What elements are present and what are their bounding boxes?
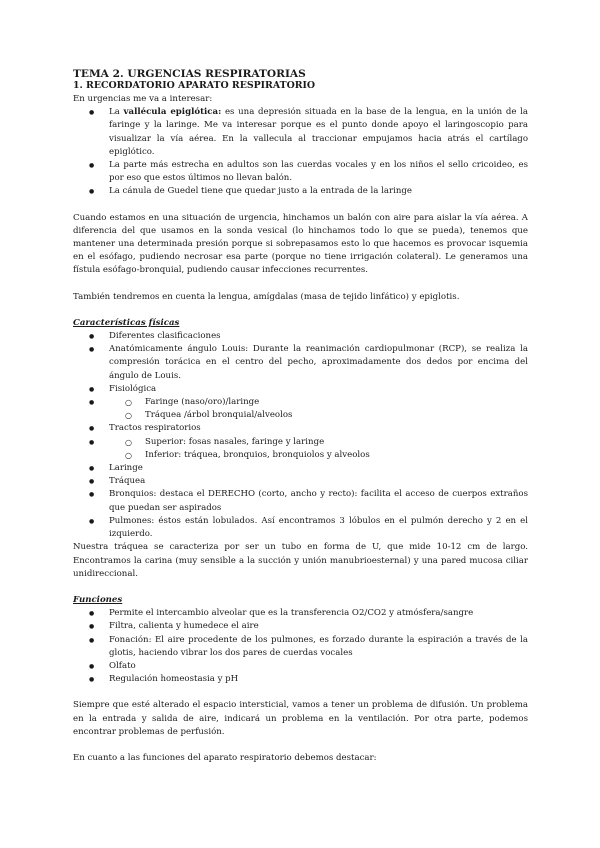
- paragraph: Siempre que esté alterado el espacio intersticial, vamos a tener un problema de difusión. Un problema en la entrada y salida de aire, indicará un problema en la ventilación. Por otra parte, podemos encontrar problemas de perfusión.: [73, 700, 528, 737]
- paragraph: Nuestra tráquea se caracteriza por ser un tubo en forma de U, que mide 10-12 cm de largo. Encontramos la carina (muy sensible a la succión y unión manubrioesternal) y una pared mucosa ciliar unidireccional.: [73, 542, 528, 579]
- section-heading-funciones: Funciones: [73, 594, 123, 605]
- section-heading: 1. RECORDATORIO APARATO RESPIRATORIO: [73, 80, 316, 91]
- list-subitem: ○ Inferior: tráquea, bronquios, bronquiolos y alveolos: [73, 449, 528, 462]
- list-subitem: ○ Tráquea /árbol bronquial/alveolos: [73, 409, 528, 422]
- paragraph: En cuanto a las funciones del aparato respiratorio debemos destacar:: [73, 752, 377, 763]
- list-item: ● La parte más estrecha en adultos son las cuerdas vocales y en los niños el sello cricoideo, es por eso que estos últimos no llevan balón.: [73, 159, 528, 185]
- list-item: ● Regulación homeostasia y pH: [73, 673, 528, 686]
- list-item: ● Tractos respiratorios: [73, 422, 528, 435]
- list-item: ● Anatómicamente ángulo Louis: Durante la reanimación cardiopulmonar (RCP), se realiza la compresión torácica en el centro del pecho, aproximadamente dos dedos por encima del ángulo de Louis.: [73, 343, 528, 383]
- list-item: ● Permite el intercambio alveolar que es la transferencia O2/CO2 y atmósfera/sangre: [73, 607, 528, 620]
- list-item: ● Diferentes clasificaciones: [73, 330, 528, 343]
- list-item: ● La cánula de Guedel tiene que quedar justo a la entrada de la laringe: [73, 185, 528, 198]
- list-item: ● Filtra, calienta y humedece el aire: [73, 620, 528, 633]
- caracteristicas-list: [73, 330, 528, 541]
- document-title: TEMA 2. URGENCIAS RESPIRATORIAS: [73, 68, 306, 80]
- list-item: ● Laringe: [73, 462, 528, 475]
- intro-text: En urgencias me va a interesar:: [73, 94, 213, 104]
- list-item: ● La vallécula epiglótica: es una depresión situada en la base de la lengua, en la unión de la faringe y la laringe. Me va interesar porque es el punto donde apoyo el laringoscopio para visualizar la vía aérea. En la vallecula al traccionar empujamos hacia atrás el cartílago epiglótico.: [73, 106, 528, 159]
- list-item: ● Fonación: El aire procedente de los pulmones, es forzado durante la espiración a través de la glotis, haciendo vibrar los dos pares de cuerdas vocales: [73, 634, 528, 660]
- urgencias-list: [73, 106, 528, 198]
- list-subitem: ○ ● Superior: fosas nasales, faringe y laringe: [73, 436, 528, 449]
- paragraph: Cuando estamos en una situación de urgencia, hinchamos un balón con aire para aislar la vía aérea. A diferencia del que usamos en la sonda vesical (lo hinchamos todo lo que se pueda), tenemos que mantener una determinada presión porque si sobrepasamos esto lo que hacemos es provocar isquemia en el esófago, pudiendo necrosar esa parte (porque no tiene irrigación colateral). Le generamos una fístula esófago-bronquial, pudiendo causar infecciones recurrentes.: [73, 212, 528, 276]
- list-item: ● Fisiológica: [73, 383, 528, 396]
- list-item: ● Bronquios: destaca el DERECHO (corto, ancho y recto): facilita el acceso de cuerpos extraños que puedan ser aspirados: [73, 488, 528, 514]
- list-item: ● Tráquea: [73, 475, 528, 488]
- list-item: ● Pulmones: éstos están lobulados. Así encontramos 3 lóbulos en el pulmón derecho y 2 en el izquierdo.: [73, 515, 528, 541]
- paragraph: También tendremos en cuenta la lengua, amígdalas (masa de tejido linfático) y epiglotis.: [73, 291, 460, 302]
- section-heading-caracteristicas: Características físicas: [73, 317, 180, 328]
- list-item: ● Olfato: [73, 660, 528, 673]
- document-page: [73, 68, 528, 765]
- list-subitem: ○ ● Faringe (naso/oro)/laringe: [73, 396, 528, 409]
- funciones-list: [73, 607, 528, 686]
